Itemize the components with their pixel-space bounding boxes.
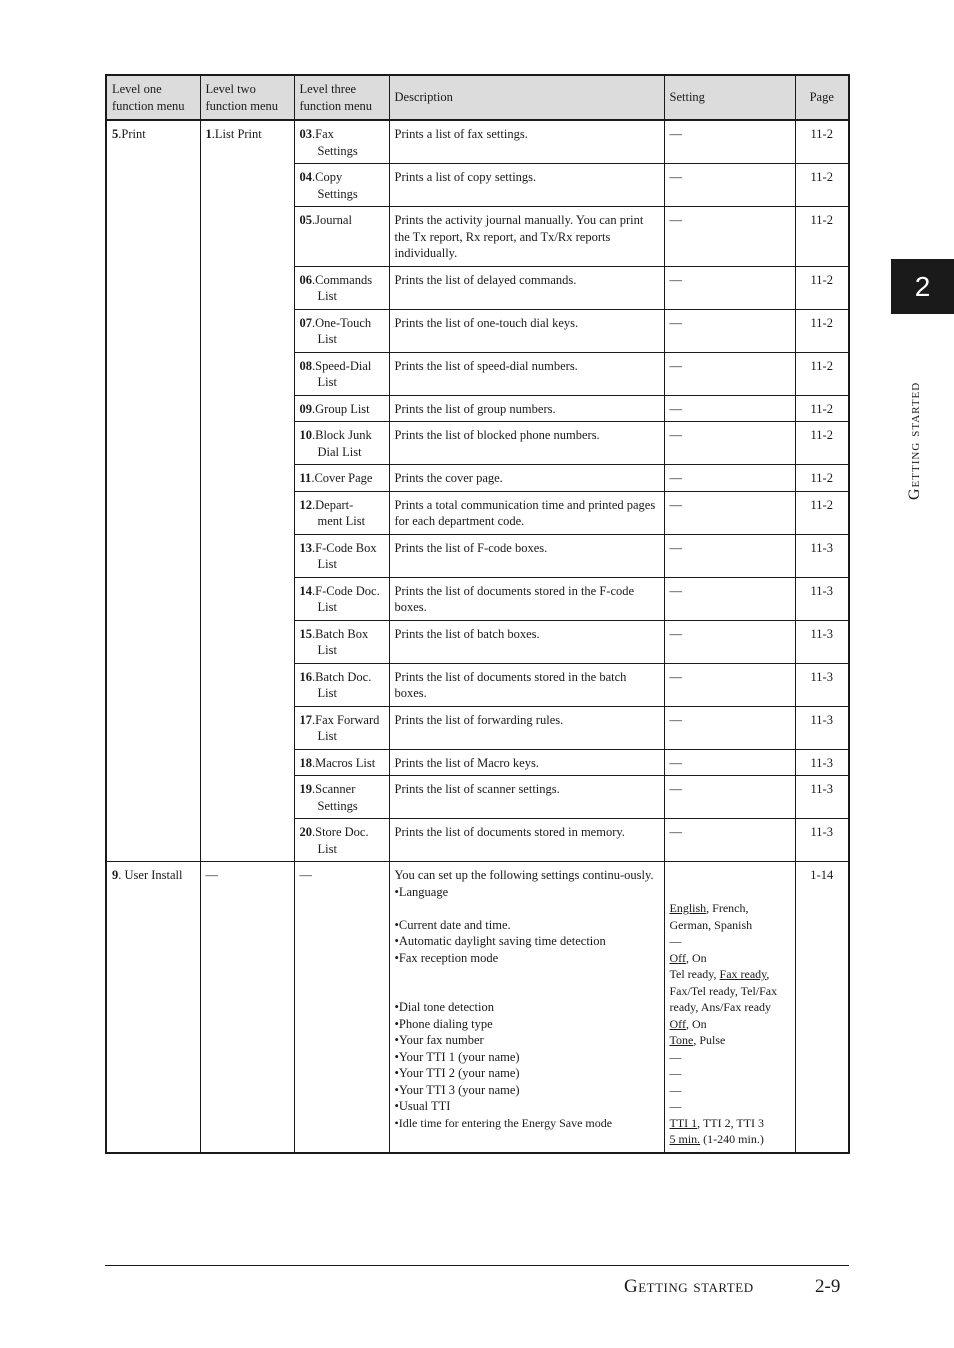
description-cell: Prints the list of batch boxes.	[389, 620, 664, 663]
description-cell: Prints the list of forwarding rules.	[389, 706, 664, 749]
description-cell: Prints a list of fax settings.	[389, 120, 664, 164]
page-cell: 11-2	[795, 164, 849, 207]
level-one-label: . User Install	[118, 868, 183, 882]
description-cell: Prints the list of documents stored in the F-code boxes.	[389, 577, 664, 620]
item-label-cont: List	[317, 289, 337, 303]
setting-fax-mode-default: Fax ready	[719, 967, 767, 981]
level-three-cell: —	[294, 862, 389, 1153]
page-cell: 11-3	[795, 663, 849, 706]
setting-cell: —	[664, 465, 795, 492]
level-two-number: 1	[205, 127, 212, 141]
item-idle: •Idle time for entering the Energy Save mode	[394, 1115, 613, 1130]
item-number: 05	[299, 213, 312, 227]
item-language: •Language	[394, 884, 449, 899]
item-number: 13	[299, 540, 312, 555]
level-two-label: .List Print	[211, 127, 262, 141]
description-cell: Prints the list of delayed commands.	[389, 266, 664, 309]
setting-usual-tti-default: TTI 1	[669, 1115, 698, 1130]
level-one-number: 5	[112, 127, 119, 141]
page-cell: 11-3	[795, 620, 849, 663]
item-label-cont: List	[317, 557, 337, 571]
setting-usual-tti-rest: , TTI 2, TTI 3	[697, 1115, 765, 1130]
item-label: .Depart-	[312, 497, 354, 512]
item-label: .Fax	[312, 127, 334, 141]
description-cell: Prints a total communication time and printed pages for each department code.	[389, 491, 664, 534]
item-dial-tone: •Dial tone detection	[394, 1000, 494, 1014]
item-label: .Batch Box	[312, 626, 369, 641]
item-label: .Block Junk	[312, 428, 372, 442]
setting-idle-default: 5 min.	[669, 1132, 701, 1146]
description-cell: Prints the list of F-code boxes.	[389, 534, 664, 577]
item-number: 19	[299, 782, 312, 796]
item-label-cont: List	[317, 332, 337, 346]
item-label-cont: List	[317, 600, 337, 614]
description-cell: Prints a list of copy settings.	[389, 164, 664, 207]
item-number: 14	[299, 583, 312, 598]
level-three-cell	[294, 577, 389, 620]
setting-date: —	[669, 934, 682, 948]
setting-cell: —	[664, 352, 795, 395]
setting-cell: —	[664, 706, 795, 749]
description-cell: Prints the activity journal manually. You can print the Tx report, Rx report, and Tx/Rx reports individually.	[389, 207, 664, 267]
description-cell: Prints the list of blocked phone numbers.	[389, 422, 664, 465]
setting-cell: —	[664, 620, 795, 663]
description-cell: Prints the list of documents stored in memory.	[389, 819, 664, 862]
description-cell: Prints the list of group numbers.	[389, 395, 664, 422]
setting-fax-mode-a: Tel ready,	[669, 967, 720, 981]
level-three-cell	[294, 663, 389, 706]
level-three-cell	[294, 352, 389, 395]
user-install-rows	[106, 862, 849, 1153]
item-number: 06	[299, 272, 312, 287]
setting-dst-default: Off	[669, 950, 686, 965]
page-cell: 11-2	[795, 120, 849, 164]
setting-phone-type-rest: , Pulse	[693, 1033, 726, 1047]
header-level-one: Level one function menu	[106, 75, 200, 120]
item-label: .Cover Page	[311, 471, 373, 485]
item-label-cont: List	[317, 841, 337, 856]
chapter-side-title: Getting started	[906, 381, 923, 500]
item-label: .Commands	[312, 272, 373, 287]
level-three-cell	[294, 776, 389, 819]
setting-dst-rest: , On	[685, 950, 707, 965]
item-number: 03	[299, 127, 312, 141]
level-three-cell	[294, 706, 389, 749]
page-cell: 11-3	[795, 776, 849, 819]
item-number: 10	[299, 428, 312, 442]
item-dst: •Automatic daylight saving time detection	[394, 934, 606, 948]
setting-fax-mode-d: ready, Ans/Fax ready	[669, 1000, 772, 1014]
page-cell: 11-2	[795, 266, 849, 309]
intro-text: You can set up the following settings continu-ously.	[394, 868, 654, 882]
level-three-cell	[294, 266, 389, 309]
description-cell: Prints the list of Macro keys.	[389, 749, 664, 776]
page-cell: 11-3	[795, 819, 849, 862]
footer-page-number: 2-9	[815, 1276, 841, 1297]
level-three-cell	[294, 465, 389, 492]
page-cell: 11-3	[795, 749, 849, 776]
setting-language-rest2: German, Spanish	[669, 917, 753, 932]
setting-cell: —	[664, 266, 795, 309]
item-label: .Group List	[312, 401, 370, 416]
description-cell: Prints the list of documents stored in the batch boxes.	[389, 663, 664, 706]
table-header-row	[106, 75, 849, 120]
item-label: .Journal	[312, 213, 352, 227]
user-install-settings	[664, 862, 795, 1153]
page-cell: 11-2	[795, 207, 849, 267]
item-label: .Macros List	[312, 755, 376, 770]
page-cell: 11-2	[795, 465, 849, 492]
item-label-cont: List	[317, 375, 337, 389]
item-number: 18	[299, 755, 312, 770]
setting-cell: —	[664, 776, 795, 819]
level-one-cell-print	[106, 120, 200, 862]
level-three-cell	[294, 819, 389, 862]
item-label: .F-Code Box	[312, 540, 377, 555]
header-level-two: Level two function menu	[200, 75, 294, 120]
description-cell: Prints the list of speed-dial numbers.	[389, 352, 664, 395]
page-cell: 11-3	[795, 706, 849, 749]
setting-cell: —	[664, 534, 795, 577]
page-cell: 11-3	[795, 534, 849, 577]
item-number: 17	[299, 712, 312, 727]
level-three-cell	[294, 491, 389, 534]
level-two-cell-list-print	[200, 120, 294, 862]
setting-fax-mode-c: Fax/Tel ready, Tel/Fax	[669, 983, 778, 998]
level-three-cell	[294, 534, 389, 577]
level-three-cell	[294, 207, 389, 267]
setting-tti3: —	[669, 1099, 682, 1113]
header-page: Page	[795, 75, 849, 120]
item-label-cont: List	[317, 643, 337, 657]
item-label-cont: List	[317, 686, 337, 700]
item-usual-tti: •Usual TTI	[394, 1099, 451, 1113]
setting-phone-type-default: Tone	[669, 1033, 694, 1047]
level-three-cell	[294, 620, 389, 663]
item-number: 12	[299, 497, 312, 512]
setting-cell: —	[664, 120, 795, 164]
item-label-cont: Dial List	[317, 444, 362, 459]
level-three-cell	[294, 164, 389, 207]
setting-cell: —	[664, 207, 795, 267]
item-number: 16	[299, 669, 312, 684]
item-tti2: •Your TTI 2 (your name)	[394, 1066, 520, 1080]
chapter-tab: 2	[891, 259, 954, 314]
footer-divider	[105, 1265, 849, 1266]
footer-title: Getting started	[624, 1276, 754, 1297]
level-three-cell	[294, 120, 389, 164]
item-label: .Scanner	[312, 782, 356, 796]
header-description: Description	[389, 75, 664, 120]
table-row	[106, 120, 849, 164]
user-install-description	[389, 862, 664, 1153]
setting-fax-mode-b: ,	[766, 967, 770, 981]
page-cell: 11-2	[795, 422, 849, 465]
level-three-cell	[294, 309, 389, 352]
level-three-cell	[294, 749, 389, 776]
level-one-number: 9	[112, 868, 119, 882]
description-cell: Prints the cover page.	[389, 465, 664, 492]
setting-tti2: —	[669, 1082, 682, 1097]
print-rows	[106, 120, 849, 862]
setting-dial-tone-default: Off	[669, 1016, 686, 1031]
item-label: .Batch Doc.	[312, 669, 372, 684]
setting-tti1: —	[669, 1066, 682, 1080]
page-cell: 11-2	[795, 352, 849, 395]
item-number: 11	[299, 471, 312, 485]
level-two-cell: —	[200, 862, 294, 1153]
item-number: 08	[299, 358, 312, 373]
item-number: 15	[299, 626, 312, 641]
level-one-label: .Print	[118, 127, 146, 141]
setting-dial-tone-rest: , On	[685, 1016, 707, 1031]
item-label-cont: ment List	[317, 514, 366, 528]
item-label: .Speed-Dial	[312, 358, 372, 373]
item-label: .Fax Forward	[312, 712, 380, 727]
setting-cell: —	[664, 663, 795, 706]
setting-cell: —	[664, 491, 795, 534]
function-menu-table	[105, 74, 850, 1154]
item-date: •Current date and time.	[394, 917, 511, 932]
setting-cell: —	[664, 819, 795, 862]
setting-idle-rest: (1-240 min.)	[700, 1132, 764, 1146]
table-row-user-install	[106, 862, 849, 1153]
item-tti3: •Your TTI 3 (your name)	[394, 1082, 520, 1097]
item-label: .Store Doc.	[312, 825, 369, 839]
item-label: .F-Code Doc.	[312, 583, 380, 598]
item-number: 20	[299, 825, 312, 839]
page-cell: 11-2	[795, 309, 849, 352]
setting-fax-number: —	[669, 1049, 682, 1064]
setting-cell: —	[664, 309, 795, 352]
item-fax-mode: •Fax reception mode	[394, 950, 499, 965]
item-label-cont: List	[317, 729, 337, 743]
item-number: 07	[299, 315, 312, 330]
level-three-cell	[294, 422, 389, 465]
item-tti1: •Your TTI 1 (your name)	[394, 1049, 520, 1064]
setting-cell: —	[664, 395, 795, 422]
setting-language-default: English	[669, 901, 707, 915]
item-label-cont: Settings	[317, 143, 358, 158]
page-cell: 1-14	[795, 862, 849, 1153]
setting-cell: —	[664, 577, 795, 620]
item-label: .One-Touch	[312, 315, 372, 330]
setting-cell: —	[664, 749, 795, 776]
setting-cell: —	[664, 164, 795, 207]
level-three-cell	[294, 395, 389, 422]
item-label: .Copy	[312, 170, 343, 184]
item-phone-type: •Phone dialing type	[394, 1016, 493, 1031]
level-one-cell-user-install	[106, 862, 200, 1153]
description-cell: Prints the list of scanner settings.	[389, 776, 664, 819]
setting-language-rest: , French,	[706, 901, 749, 915]
item-number: 04	[299, 170, 312, 184]
setting-cell: —	[664, 422, 795, 465]
item-label-cont: Settings	[317, 798, 358, 813]
page-cell: 11-2	[795, 491, 849, 534]
item-fax-number: •Your fax number	[394, 1033, 484, 1047]
item-number: 09	[299, 401, 312, 416]
page-cell: 11-2	[795, 395, 849, 422]
item-label-cont: Settings	[317, 186, 358, 201]
header-setting: Setting	[664, 75, 795, 120]
page-cell: 11-3	[795, 577, 849, 620]
description-cell: Prints the list of one-touch dial keys.	[389, 309, 664, 352]
header-level-three: Level three function menu	[294, 75, 389, 120]
